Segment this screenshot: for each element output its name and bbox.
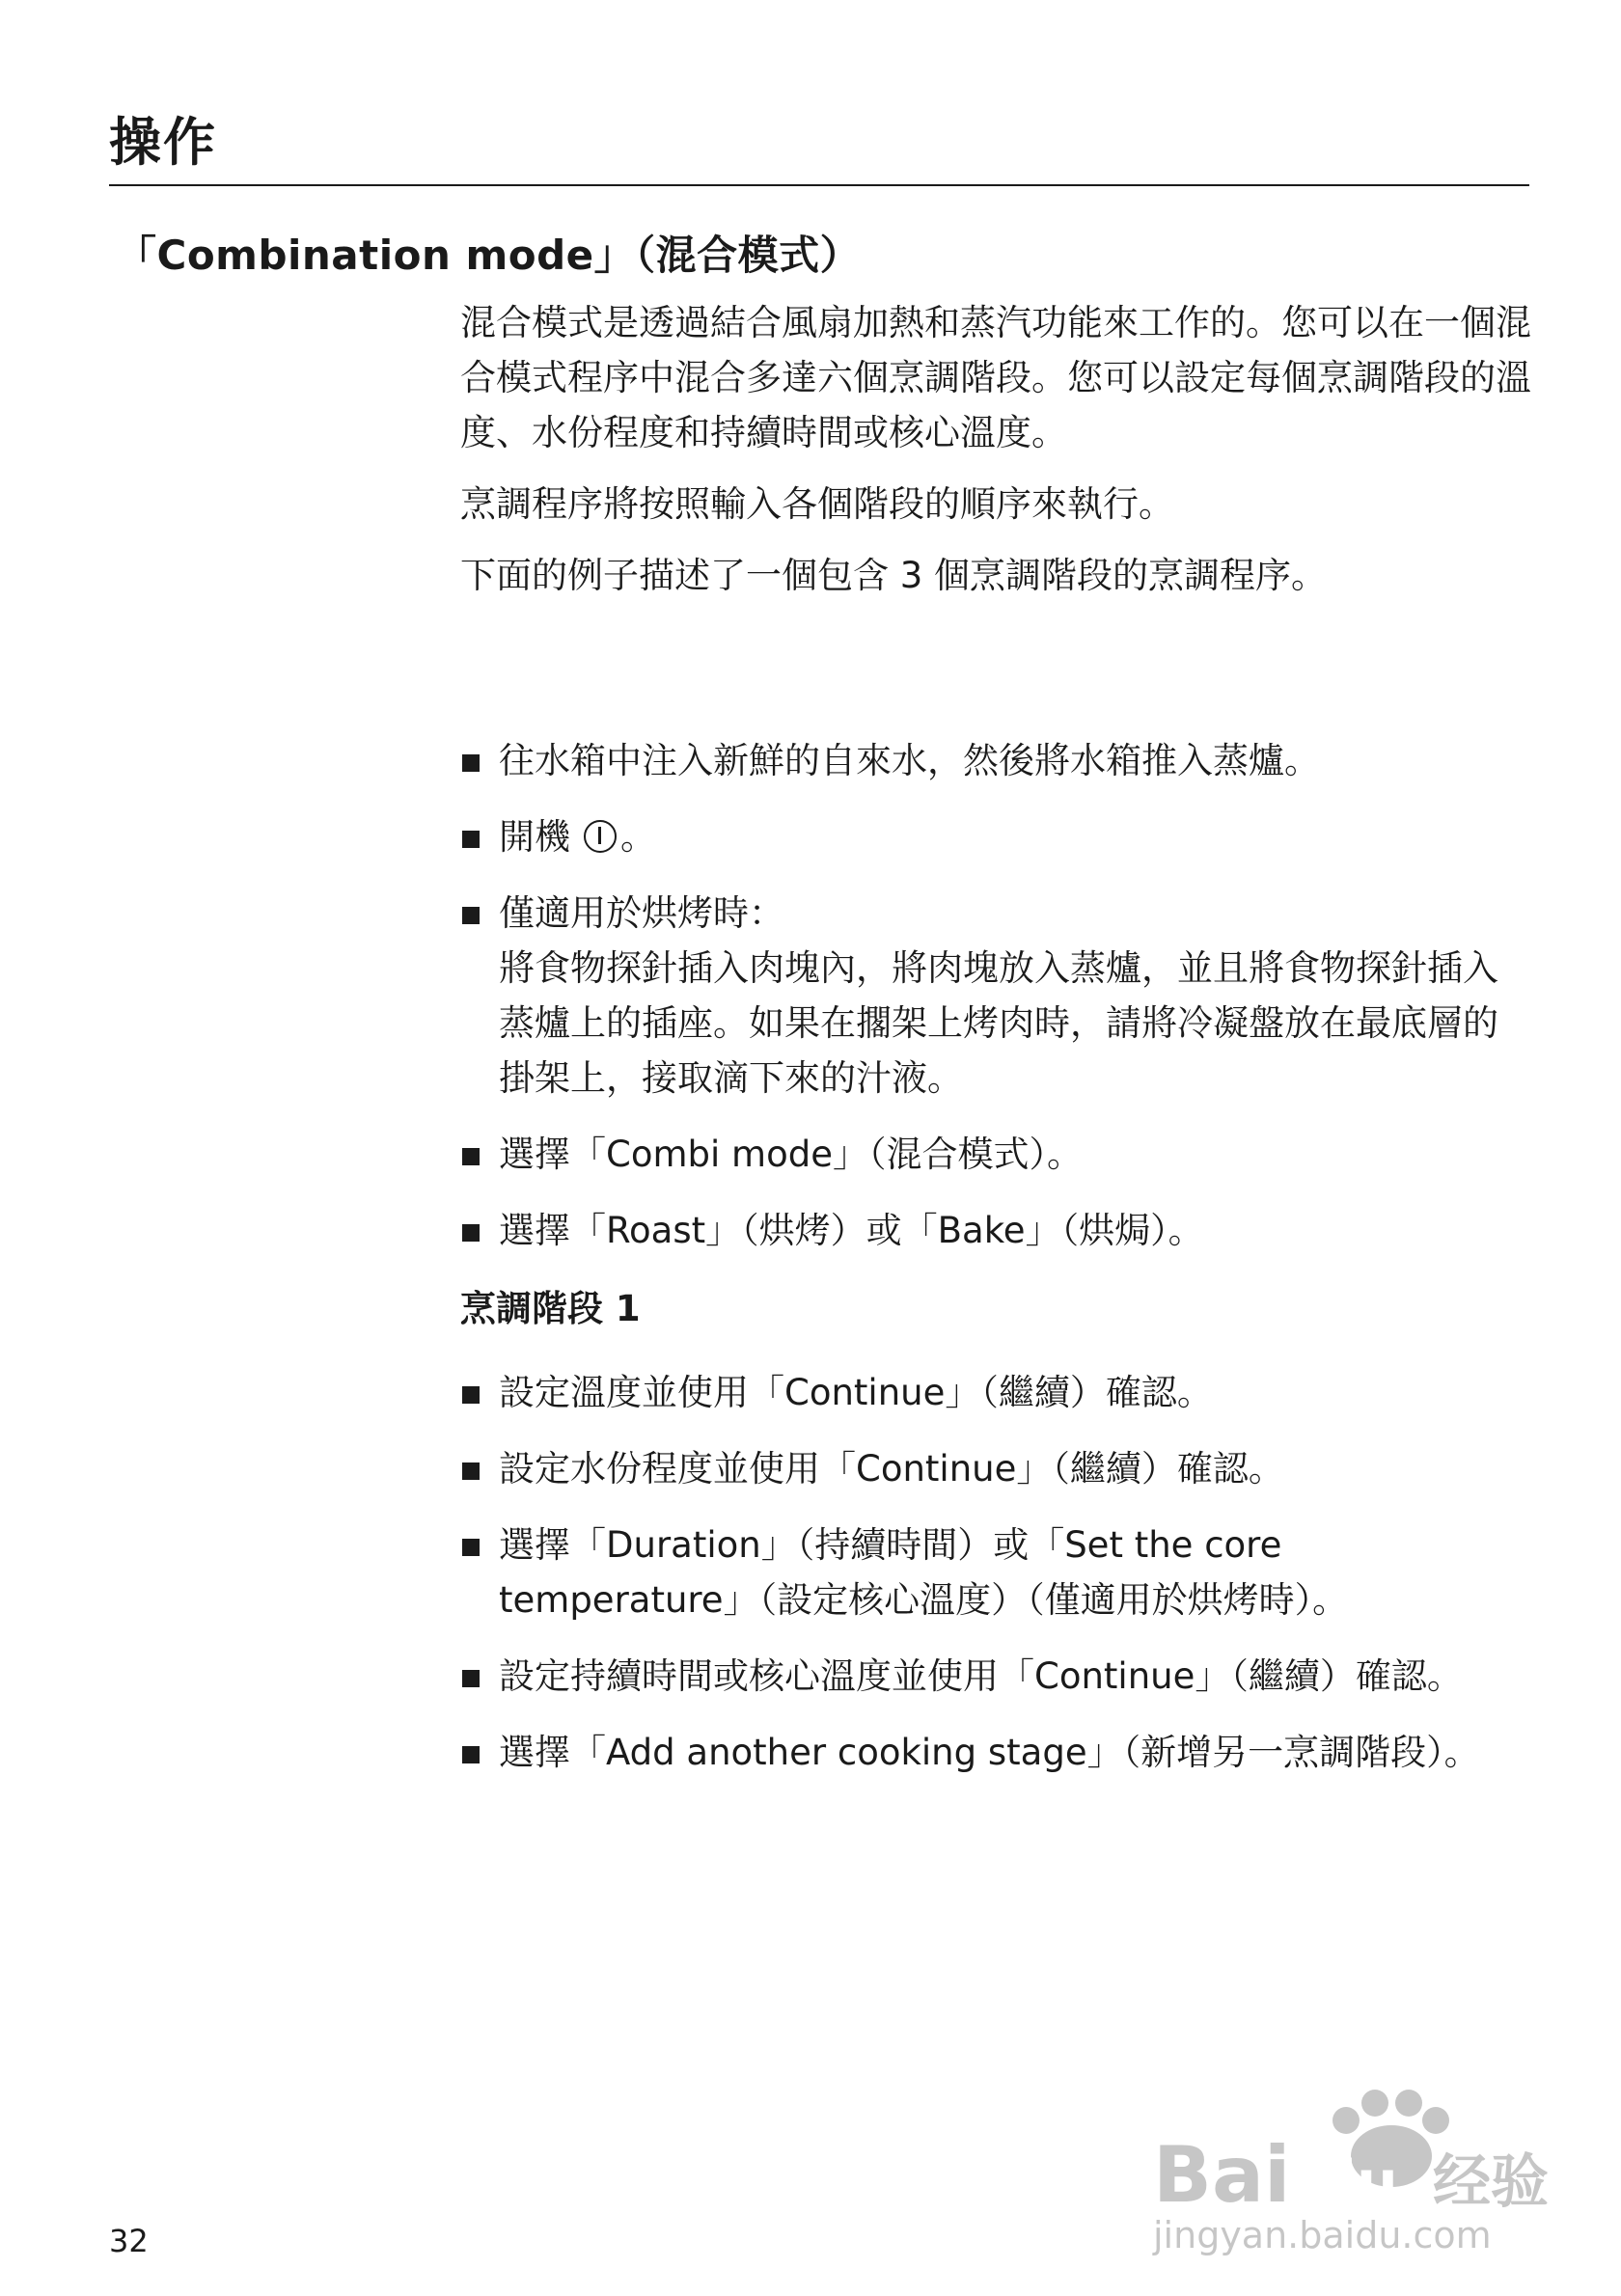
svg-text:经验: 经验	[1433, 2148, 1549, 2216]
svg-text:jingyan.baidu.com: jingyan.baidu.com	[1153, 2214, 1492, 2256]
step-text: 選擇「Duration」（持續時間）或「Set the core temperature」（設定核心溫度）（僅適用於烘烤時）。	[499, 1524, 1349, 1621]
step-text	[499, 809, 1531, 864]
header-divider	[109, 184, 1529, 186]
square-bullet-icon	[460, 809, 499, 864]
step-text: 選擇「Combi mode」（混合模式）。	[499, 1134, 1083, 1175]
step-text: 設定水份程度並使用「Continue」（繼續）確認。	[499, 1448, 1284, 1490]
instruction-list	[460, 733, 1531, 1279]
intro-paragraph: 烹調程序將按照輸入各個階段的順序來執行。	[460, 483, 1174, 525]
square-bullet-icon	[460, 1649, 499, 1704]
step-label: 開機	[499, 816, 570, 858]
square-bullet-icon	[460, 733, 499, 788]
page-number: 32	[109, 2223, 149, 2259]
step-label: 僅適用於烘烤時：	[499, 892, 784, 934]
stage-heading: 烹調階段 1	[460, 1288, 641, 1329]
stage-step	[460, 1649, 1531, 1704]
instruction-step	[460, 886, 1531, 1106]
power-icon	[584, 820, 617, 853]
instruction-step	[460, 1127, 1531, 1182]
instruction-step	[460, 1203, 1531, 1258]
step-text: 選擇「Add another cooking stage」（新增另一烹調階段）。	[499, 1732, 1480, 1773]
square-bullet-icon	[460, 1365, 499, 1420]
step-text: 設定溫度並使用「Continue」（繼續）確認。	[499, 1372, 1213, 1413]
section-title: 「Combination mode」（混合模式）	[116, 232, 862, 279]
square-bullet-icon	[460, 1127, 499, 1182]
step-text	[499, 886, 1531, 1106]
intro-block	[460, 295, 1531, 619]
svg-text:du: du	[1315, 2148, 1398, 2216]
step-text: 選擇「Roast」（烘烤）或「Bake」（烘焗）。	[499, 1210, 1204, 1251]
stage-step	[460, 1725, 1531, 1780]
step-text: 往水箱中注入新鮮的自來水，然後將水箱推入蒸爐。	[499, 740, 1320, 781]
square-bullet-icon	[460, 886, 499, 941]
stage-step	[460, 1517, 1531, 1627]
instruction-step	[460, 809, 1531, 864]
page-header-title: 操作	[109, 112, 217, 173]
stage-step	[460, 1441, 1531, 1496]
square-bullet-icon	[460, 1517, 499, 1572]
stage-step-list	[460, 1365, 1531, 1801]
step-suffix: 。	[620, 816, 656, 858]
step-text: 設定持續時間或核心溫度並使用「Continue」（繼續）確認。	[499, 1655, 1463, 1697]
intro-paragraph: 下面的例子描述了一個包含 3 個烹調階段的烹調程序。	[460, 555, 1328, 596]
step-detail: 將食物探針插入肉塊內，將肉塊放入蒸爐，並且將食物探針插入蒸爐上的插座。如果在擱架上烤肉時，請將冷凝盤放在最底層的掛架上，接取滴下來的汁液。	[499, 947, 1498, 1099]
square-bullet-icon	[460, 1441, 499, 1496]
svg-text:Bai: Bai	[1153, 2130, 1291, 2220]
instruction-step	[460, 733, 1531, 788]
square-bullet-icon	[460, 1725, 499, 1780]
intro-paragraph: 混合模式是透過結合風扇加熱和蒸汽功能來工作的。您可以在一個混合模式程序中混合多達六個烹調階段。您可以設定每個烹調階段的溫度、水份程度和持續時間或核心溫度。	[460, 302, 1531, 453]
baidu-watermark-logo	[1143, 2064, 1549, 2257]
stage-step	[460, 1365, 1531, 1420]
square-bullet-icon	[460, 1203, 499, 1258]
